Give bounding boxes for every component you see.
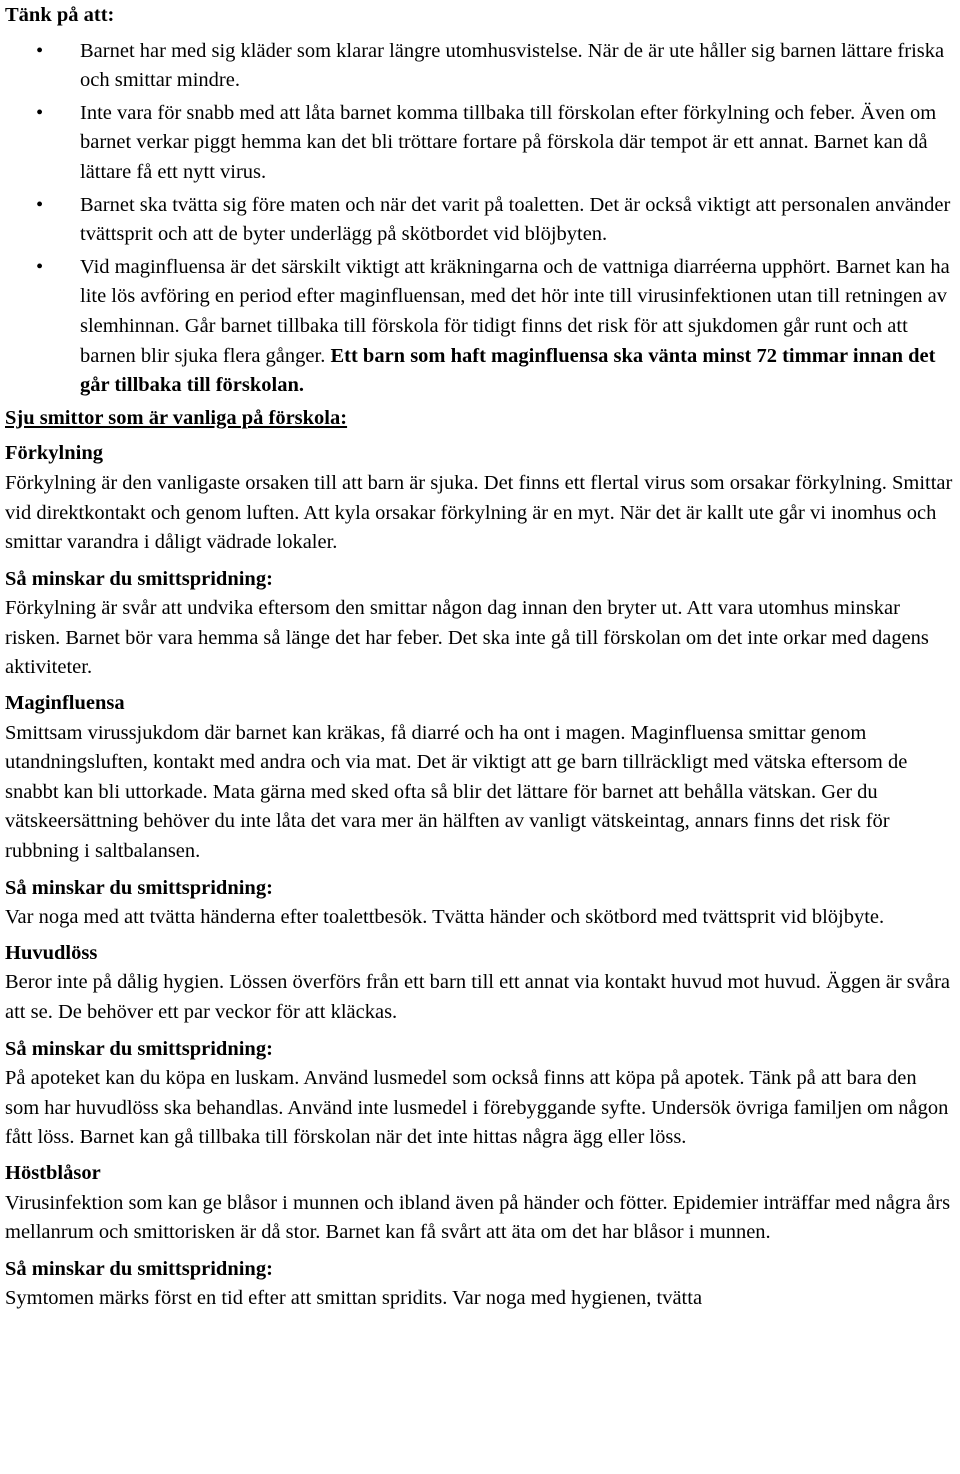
disease-name: Förkylning xyxy=(5,442,103,465)
howto-text: Förkylning är svår att undvika eftersom den smittar någon dag innan den bryter ut. Att vara utomhus minskar risken. Barnet bör vara hemma så länge det har feber. Det ska inte gå till förskolan om det inte orkar med dagens aktiviteter. xyxy=(5,597,929,679)
tip-text: Barnet har med sig kläder som klarar längre utomhusvistelse. När de är ute håller sig barnen lättare friska och smittar mindre. xyxy=(80,39,945,92)
disease-maginfluensa xyxy=(5,689,954,933)
tip-text: Vid maginfluensa är det särskilt viktigt att kräkningarna och de vattniga diarréerna upphört. Barnet kan ha lite lös avföring en period efter maginfluensan, med det hör inte till virusinfektionen utan till retningen av slemhinnan. Går barnet tillbaka till förskola för tidigt finns det risk för att sjukdomen går runt och att barnen blir sjuka flera gånger. xyxy=(80,255,950,367)
disease-description: Förkylning är den vanligaste orsaken till att barn är sjuka. Det finns ett flertal virus som orsakar förkylning. Smittar vid direktkontakt och genom luften. Att kyla orsakar förkylning är en myt. När det är kallt ute går vi inomhus och smittar varandra i dåligt vädrade lokaler. xyxy=(5,471,953,554)
howto-label: Så minskar du smittspridning: xyxy=(5,567,273,590)
tip-text: Inte vara för snabb med att låta barnet komma tillbaka till förskolan efter förkylning och feber. Även om barnet verkar piggt hemma kan det bli tröttare fortare på förskola där tempot är ett annat. Barnet kan då lättare få ett nytt virus. xyxy=(80,101,937,183)
disease-hostblasor xyxy=(5,1159,954,1314)
disease-description: Virusinfektion som kan ge blåsor i munnen och ibland även på händer och fötter. Epidemier inträffar med några års mellanrum och smittorisken är då stor. Barnet kan få svårt att äta om det har blåsor i munnen. xyxy=(5,1191,951,1244)
tip-item xyxy=(5,191,954,250)
howto-label: Så minskar du smittspridning: xyxy=(5,1257,273,1280)
disease-forkylning xyxy=(5,439,954,683)
heading: Tänk på att: xyxy=(5,4,115,26)
tip-bold-text: Ett barn som haft maginfluensa ska vänta minst 72 timmar innan det går tillbaka till förskolan. xyxy=(80,344,936,397)
disease-name: Maginfluensa xyxy=(5,692,125,715)
bullet-icon: • xyxy=(36,255,44,278)
tip-item xyxy=(5,37,954,96)
bullet-icon: • xyxy=(36,39,44,62)
disease-name: Höstblåsor xyxy=(5,1161,101,1184)
disease-description: Smittsam virussjukdom där barnet kan kräkas, få diarré och ha ont i magen. Maginfluensa smittar genom utandningsluften, kontakt med andra och via mat. Det är viktigt att ge barn tillräckligt med vätska eftersom de snabbt kan bli uttorkade. Mata gärna med sked ofta så blir det lättare för barnet att behålla vätskan. Ger du vätskeersättning behöver du inte låta det vara mer än hälften av vanligt vätskeintag, annars finns det risk för rubbning i saltbalansen. xyxy=(5,721,908,863)
howto-label: Så minskar du smittspridning: xyxy=(5,1037,273,1060)
howto-text: På apoteket kan du köpa en luskam. Använd lusmedel som också finns att köpa på apotek. Tänk på att bara den som har huvudlöss ska behandlas. Använd inte lusmedel i förebyggande syfte. Undersök övriga familjen om någon fått löss. Barnet kan gå tillbaka till förskolan när det inte hittas några ägg eller löss. xyxy=(5,1067,949,1149)
howto-text: Symtomen märks först en tid efter att smittan spridits. Var noga med hygienen, tvätta xyxy=(5,1287,703,1310)
tip-text: Barnet ska tvätta sig före maten och när det varit på toaletten. Det är också viktigt att personalen använder tvättsprit och att de byter underlägg på skötbordet vid blöjbyten. xyxy=(80,193,951,246)
disease-huvudloss xyxy=(5,939,954,1153)
disease-description: Beror inte på dålig hygien. Lössen överförs från ett barn till ett annat via kontakt huvud mot huvud. Äggen är svåra att se. De behöver ett par veckor för att kläckas. xyxy=(5,971,951,1023)
tip-item xyxy=(5,253,954,401)
bullet-icon: • xyxy=(36,101,44,124)
disease-name: Huvudlöss xyxy=(5,941,98,964)
tips-list xyxy=(5,37,954,401)
tip-item xyxy=(5,99,954,188)
section-title: Sju smittor som är vanliga på förskola: xyxy=(5,406,348,429)
bullet-icon: • xyxy=(36,193,44,216)
howto-label: Så minskar du smittspridning: xyxy=(5,876,273,899)
howto-text: Var noga med att tvätta händerna efter toalettbesök. Tvätta händer och skötbord med tvättsprit vid blöjbyte. xyxy=(5,906,885,929)
